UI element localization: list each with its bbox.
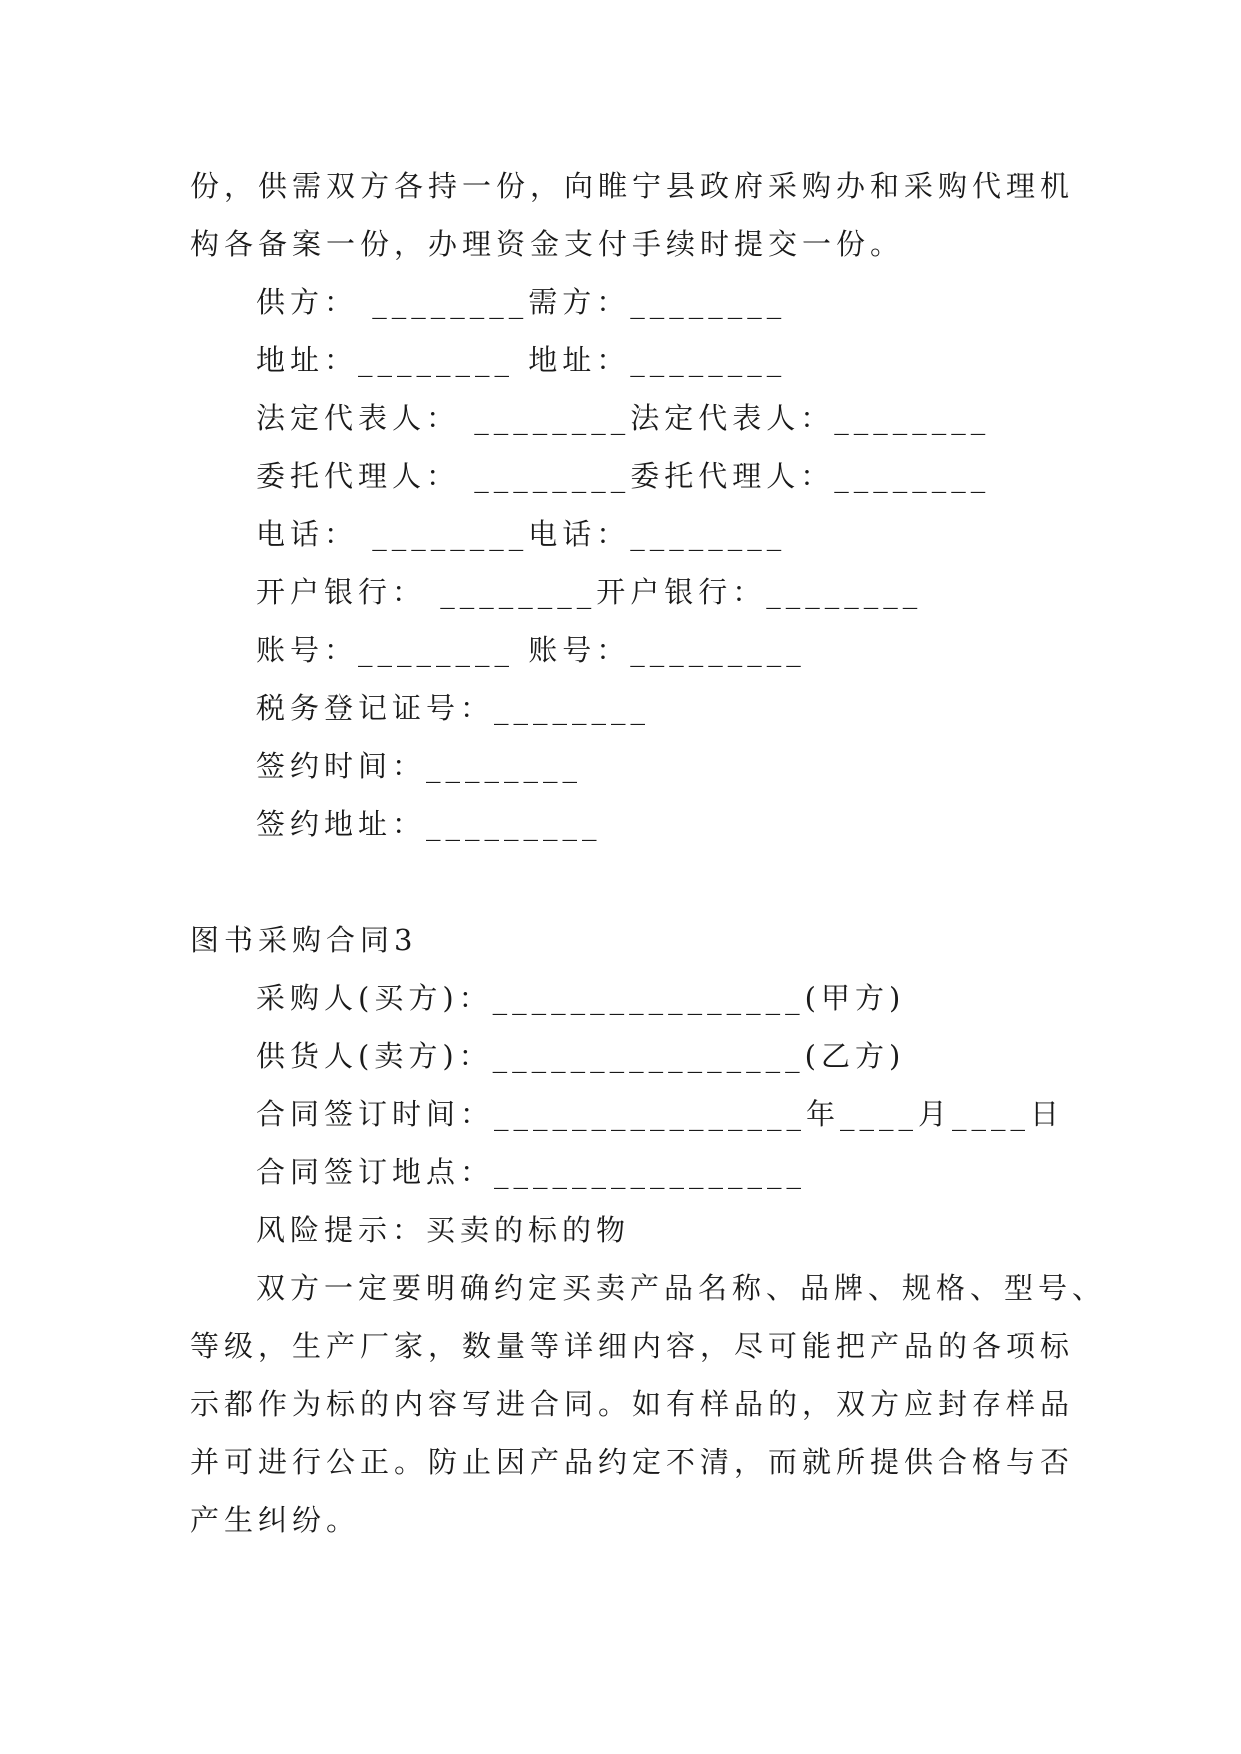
paragraph-line: 并可进行公正。防止因产品约定不清，而就所提供合格与否 xyxy=(190,1445,1075,1479)
address-row: 地址：________ 地址：________ xyxy=(256,343,787,377)
phone-row: 电话： ________电话：________ xyxy=(256,517,787,551)
contract-date-row: 合同签订时间：________________年____月____日 xyxy=(256,1097,1065,1131)
seller-row: 供货人(卖方)：________________(乙方) xyxy=(256,1039,906,1073)
contract-place-row: 合同签订地点：________________ xyxy=(256,1155,807,1189)
risk-heading: 风险提示：买卖的标的物 xyxy=(256,1213,631,1247)
paragraph-line: 份，供需双方各持一份，向睢宁县政府采购办和采购代理机 xyxy=(190,169,1075,203)
section-title: 图书采购合同3 xyxy=(190,923,418,957)
supplier-buyer-row: 供方： ________需方：________ xyxy=(256,285,787,319)
paragraph-line: 产生纠纷。 xyxy=(190,1503,361,1537)
buyer-row: 采购人(买方)：________________(甲方) xyxy=(256,981,906,1015)
signing-time-row: 签约时间：________ xyxy=(256,749,583,783)
paragraph-line: 构各备案一份，办理资金支付手续时提交一份。 xyxy=(190,227,905,261)
paragraph-line: 双方一定要明确约定买卖产品名称、品牌、规格、型号、 xyxy=(256,1271,1107,1305)
signing-place-row: 签约地址：_________ xyxy=(256,807,602,841)
legal-representative-row: 法定代表人： ________法定代表人：________ xyxy=(256,401,991,435)
bank-row: 开户银行： ________开户银行：________ xyxy=(256,575,923,609)
authorized-agent-row: 委托代理人： ________委托代理人：________ xyxy=(256,459,991,493)
account-row: 账号：________ 账号：_________ xyxy=(256,633,806,667)
paragraph-line: 等级，生产厂家，数量等详细内容，尽可能把产品的各项标 xyxy=(190,1329,1075,1363)
paragraph-line: 示都作为标的内容写进合同。如有样品的，双方应封存样品 xyxy=(190,1387,1075,1421)
tax-registration-row: 税务登记证号：________ xyxy=(256,691,651,725)
